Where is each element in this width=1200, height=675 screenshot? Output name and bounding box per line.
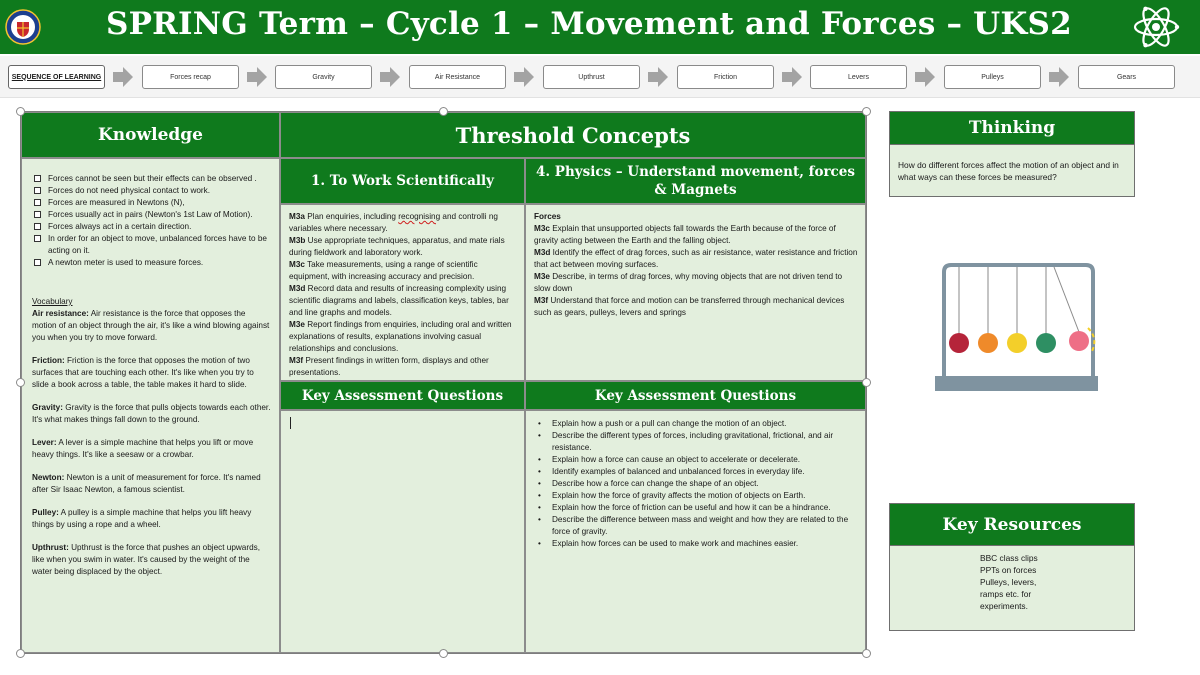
checkbox-icon bbox=[34, 223, 41, 230]
vocab-friction: Friction: Friction is the force that opposes the motion of two surfaces that are touching each other. It's like when you try to slide a book across a table, the table makes it hard to slide. bbox=[32, 356, 254, 389]
thinking-header: Thinking bbox=[890, 112, 1134, 145]
knowledge-fact: Forces usually act in pairs (Newton's 1st Law of Motion). bbox=[32, 209, 271, 221]
text-cursor bbox=[290, 417, 291, 429]
arrow-right-icon bbox=[247, 66, 267, 88]
work-scientifically-body bbox=[281, 205, 524, 383]
kaq-question: • Describe how a force can change the shape of an object. bbox=[536, 478, 851, 490]
resource-item: Pulleys, levers, bbox=[980, 577, 1037, 587]
kaq-header-left: Key Assessment Questions bbox=[280, 381, 525, 410]
school-crest-icon bbox=[5, 8, 41, 46]
work-scientifically-header: 1. To Work Scientifically bbox=[280, 158, 525, 204]
atom-icon bbox=[1131, 2, 1181, 52]
kaq-questions-list bbox=[526, 411, 865, 554]
arrow-right-icon bbox=[915, 66, 935, 88]
physics-objective-m3e: M3e Describe, in terms of drag forces, why moving objects that are not driven tend to slow down bbox=[534, 272, 843, 293]
kaq-left-text-area[interactable] bbox=[280, 410, 525, 653]
vocab-newton: Newton: Newton is a unit of measurement for force. It's named after Sir Isaac Newton, a famous scientist. bbox=[32, 473, 261, 494]
arrow-right-icon bbox=[113, 66, 133, 88]
resize-handle-left[interactable] bbox=[16, 378, 25, 387]
physics-objective-m3f: M3f Understand that force and motion can be transferred through mechanical devices such as gears, pulleys, levers and springs bbox=[534, 296, 845, 317]
resize-handle-bottom-right[interactable] bbox=[862, 649, 871, 658]
objective-m3e: M3e Report findings from enquiries, including oral and written explanations of results, explanations involving casual relationships and conclusions. bbox=[289, 320, 512, 353]
objective-m3f: M3f Present findings in written form, displays and other presentations. bbox=[289, 356, 489, 377]
newtons-cradle-icon bbox=[928, 258, 1108, 398]
resize-handle-top-left[interactable] bbox=[16, 107, 25, 116]
resource-item: ramps etc. for bbox=[980, 589, 1032, 599]
header-bar bbox=[0, 0, 1200, 54]
kaq-question: • Explain how the force of friction can be useful and how it can be a hindrance. bbox=[536, 502, 851, 514]
kaq-question: • Describe the difference between mass and weight and how they are related to the force of gravity. bbox=[536, 514, 851, 538]
objective-m3a: M3a Plan enquiries, including recognising and controlli ng variables where necessary. bbox=[289, 212, 498, 233]
knowledge-body bbox=[22, 159, 279, 595]
kaq-question: • Explain how a push or a pull can change the motion of an object. bbox=[536, 418, 851, 430]
key-resources-panel[interactable] bbox=[889, 503, 1135, 631]
resize-handle-bottom[interactable] bbox=[439, 649, 448, 658]
arrow-right-icon bbox=[514, 66, 534, 88]
physics-heading: Forces bbox=[534, 212, 561, 221]
vocabulary-title: Vocabulary bbox=[32, 297, 73, 306]
checkbox-icon bbox=[34, 199, 41, 206]
knowledge-fact: Forces always act in a certain direction. bbox=[32, 221, 271, 233]
resize-handle-right[interactable] bbox=[862, 378, 871, 387]
objective-m3d: M3d Record data and results of increasing complexity using scientific diagrams and labels, classification keys, tables, bar and line graphs and models. bbox=[289, 284, 509, 317]
kaq-question: • Explain how forces can be used to make work and machines easier. bbox=[536, 538, 851, 550]
knowledge-header: Knowledge bbox=[21, 112, 280, 158]
physics-panel bbox=[525, 204, 866, 381]
vocab-gravity: Gravity: Gravity is the force that pulls objects towards each other. It's what makes things fall down to the ground. bbox=[32, 403, 271, 424]
checkbox-icon bbox=[34, 235, 41, 242]
physics-objective-m3d: M3d Identify the effect of drag forces, such as air resistance, water resistance and friction that act between moving surfaces. bbox=[534, 248, 858, 269]
resize-handle-top-right[interactable] bbox=[862, 107, 871, 116]
kaq-question: • Explain how a force can cause an object to accelerate or decelerate. bbox=[536, 454, 851, 466]
knowledge-fact: Forces do not need physical contact to work. bbox=[32, 185, 271, 197]
vocab-lever: Lever: A lever is a simple machine that helps you lift or move heavy things. It's like a seesaw or a crowbar. bbox=[32, 438, 254, 459]
sequence-step-gravity[interactable]: Gravity bbox=[275, 65, 372, 89]
knowledge-facts-list bbox=[32, 173, 271, 269]
resource-item: PPTs on forces bbox=[980, 565, 1037, 575]
knowledge-fact: In order for an object to move, unbalanced forces have to be acting on it. bbox=[32, 233, 271, 257]
kaq-question: • Describe the different types of forces, including gravitational, frictional, and air resistance. bbox=[536, 430, 851, 454]
physics-header: 4. Physics – Understand movement, forces & Magnets bbox=[525, 158, 866, 204]
checkbox-icon bbox=[34, 259, 41, 266]
kaq-header-right: Key Assessment Questions bbox=[525, 381, 866, 410]
sequence-step-air-resistance[interactable]: Air Resistance bbox=[409, 65, 506, 89]
page-title: SPRING Term – Cycle 1 – Movement and Forces – UKS2 bbox=[106, 6, 1072, 42]
arrow-right-icon bbox=[380, 66, 400, 88]
threshold-concepts-header: Threshold Concepts bbox=[280, 112, 866, 158]
vocab-upthrust: Upthrust: Upthrust is the force that pushes an object upwards, like when you swim in water. It's caused by the weight of the water being displaced by the object. bbox=[32, 543, 260, 576]
work-scientifically-panel bbox=[280, 204, 525, 381]
sequence-step-levers[interactable]: Levers bbox=[810, 65, 907, 89]
sequence-step-gears[interactable]: Gears bbox=[1078, 65, 1175, 89]
sequence-step-upthrust[interactable]: Upthrust bbox=[543, 65, 640, 89]
arrow-right-icon bbox=[1049, 66, 1069, 88]
resource-item: BBC class clips bbox=[980, 553, 1038, 563]
main-table[interactable] bbox=[20, 111, 867, 654]
arrow-right-icon bbox=[648, 66, 668, 88]
physics-body bbox=[526, 205, 865, 323]
knowledge-fact: Forces cannot be seen but their effects can be observed . bbox=[32, 173, 271, 185]
objective-m3c: M3c Take measurements, using a range of scientific equipment, with increasing accuracy and precision. bbox=[289, 260, 478, 281]
objective-m3b: M3b Use appropriate techniques, apparatus, and mate rials during fieldwork and laboratory work. bbox=[289, 236, 505, 257]
key-resources-list bbox=[890, 546, 1134, 630]
kaq-question: • Explain how the force of gravity affects the motion of objects on Earth. bbox=[536, 490, 851, 502]
knowledge-fact: Forces are measured in Newtons (N), bbox=[32, 197, 271, 209]
sequence-title-box[interactable]: SEQUENCE OF LEARNING bbox=[8, 65, 105, 89]
sequence-step-forces-recap[interactable]: Forces recap bbox=[142, 65, 239, 89]
checkbox-icon bbox=[34, 187, 41, 194]
key-resources-header: Key Resources bbox=[890, 504, 1134, 546]
knowledge-fact: A newton meter is used to measure forces. bbox=[32, 257, 271, 269]
checkbox-icon bbox=[34, 175, 41, 182]
kaq-right-panel bbox=[525, 410, 866, 653]
resize-handle-top[interactable] bbox=[439, 107, 448, 116]
arrow-right-icon bbox=[782, 66, 802, 88]
checkbox-icon bbox=[34, 211, 41, 218]
thinking-panel[interactable] bbox=[889, 111, 1135, 197]
spellcheck-word[interactable]: recognising bbox=[398, 212, 441, 221]
sequence-of-learning-strip bbox=[0, 56, 1200, 98]
resource-item: experiments. bbox=[980, 601, 1028, 611]
knowledge-panel bbox=[21, 158, 280, 653]
sequence-step-pulleys[interactable]: Pulleys bbox=[944, 65, 1041, 89]
sequence-step-friction[interactable]: Friction bbox=[677, 65, 774, 89]
vocab-air-resistance: Air resistance: Air resistance is the force that opposes the motion of an object through the air, it's like a wind blowing against you when you try to move forward. bbox=[32, 309, 270, 342]
resize-handle-bottom-left[interactable] bbox=[16, 649, 25, 658]
thinking-question: How do different forces affect the motion of an object and in what ways can these forces be measured? bbox=[898, 160, 1119, 182]
kaq-question: • Identify examples of balanced and unbalanced forces in everyday life. bbox=[536, 466, 851, 478]
physics-objective-m3c: M3c Explain that unsupported objects fall towards the Earth because of the force of gravity acting between the Earth and the falling object. bbox=[534, 224, 836, 245]
vocab-pulley: Pulley: A pulley is a simple machine that helps you lift heavy things by using a rope and a wheel. bbox=[32, 508, 252, 529]
